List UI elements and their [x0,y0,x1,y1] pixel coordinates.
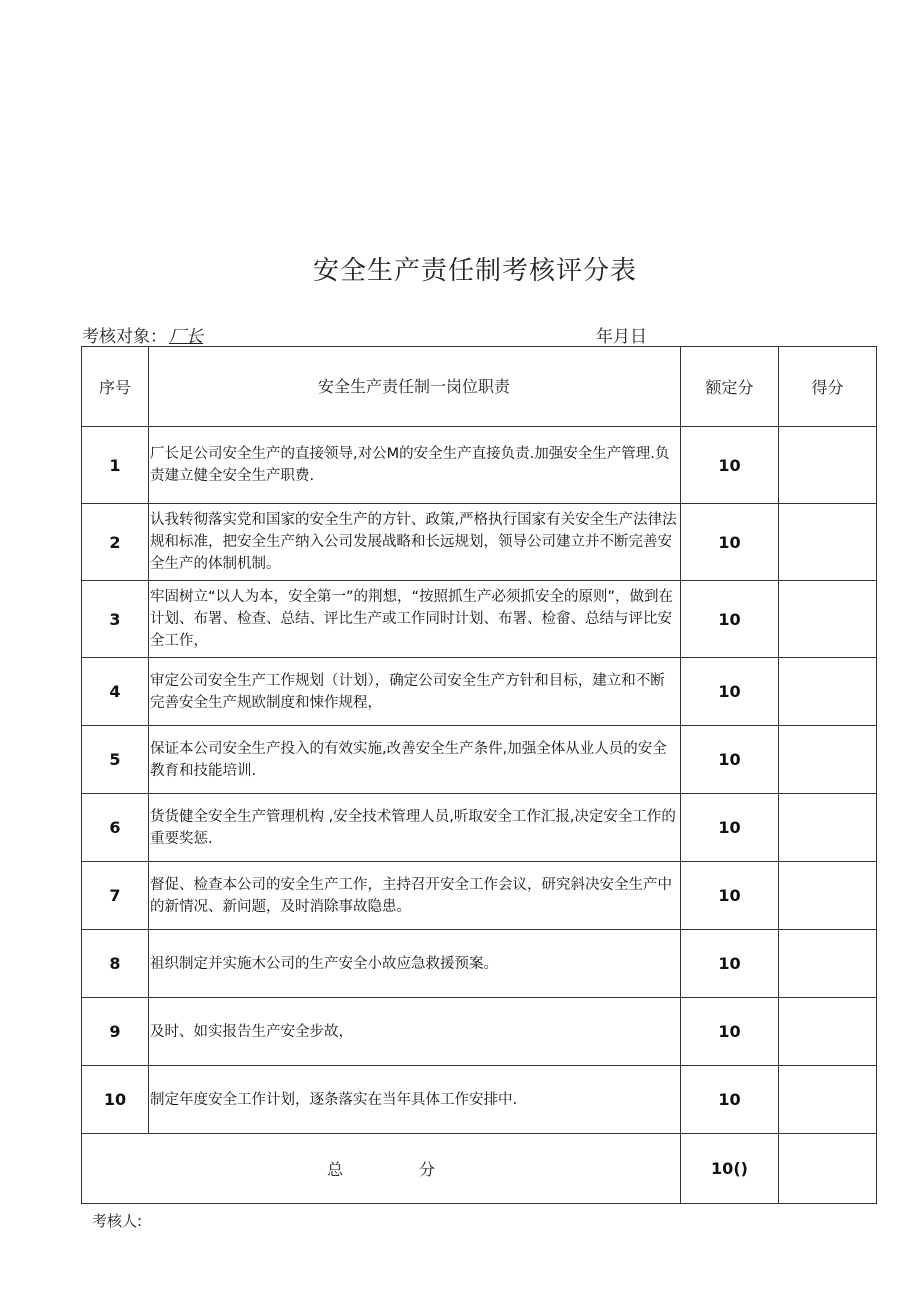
row-duty: 牢固树立“以人为本，安全第一”的荆想，“按照抓生产必须抓安全的原则”，做到在计划、布署、检查、总结、评比生产或工作同时计划、布署、检畲、总结与评比安全工作， [149,581,681,658]
table-row [82,504,877,581]
row-duty: 督促、检查本公司的安全生产工作，主持召开安全工作会议，研究斜决安全生产中的新情况、新问题，及时消除事故隐患。 [149,862,681,930]
review-subject-value: 厂长 [169,327,203,347]
row-no: 6 [82,794,149,862]
table-row [82,930,877,998]
row-duty: 厂长足公司安全生产的直接领导,对公M的安全生产直接负责.加强安全生产管理.负责建立健全安全生产职费. [149,427,681,504]
row-duty: 审定公司安全生产工作规划（计划），确定公司安全生产方针和目标，建立和不断完善安全生产规欧制度和悚作规程， [149,658,681,726]
row-no: 5 [82,726,149,794]
row-points: 10 [681,930,779,998]
row-no: 10 [82,1066,149,1134]
table-row [82,581,877,658]
row-duty: 制定年度安全工作计划，逐条落实在当年具体工作安排中. [149,1066,681,1134]
header-no: 序号 [82,347,149,427]
row-no: 2 [82,504,149,581]
row-points: 10 [681,862,779,930]
score-table [81,346,877,1204]
header-score: 得分 [779,347,877,427]
review-subject [82,322,203,347]
row-score-cell[interactable] [779,998,877,1066]
row-no: 8 [82,930,149,998]
header-points: 额定分 [681,347,779,427]
total-row [82,1134,877,1204]
row-no: 9 [82,998,149,1066]
row-duty: 货货健全安全生产管理机构 ,安全技术管理人员,听取安全工作汇报,决定安全工作的重要奖惩. [149,794,681,862]
row-score-cell[interactable] [779,862,877,930]
row-score-cell[interactable] [779,1066,877,1134]
row-points: 10 [681,504,779,581]
date-label: 年月日 [596,327,647,347]
table-row [82,998,877,1066]
row-points: 10 [681,794,779,862]
total-label [82,1134,681,1204]
row-score-cell[interactable] [779,504,877,581]
row-points: 10 [681,427,779,504]
row-points: 10 [681,581,779,658]
row-no: 4 [82,658,149,726]
total-label-b: 分 [419,1160,436,1179]
table-header-row [82,347,877,427]
table-row [82,794,877,862]
row-points: 10 [681,658,779,726]
row-points: 10 [681,998,779,1066]
total-points: 10() [681,1134,779,1204]
row-score-cell[interactable] [779,658,877,726]
row-points: 10 [681,726,779,794]
row-score-cell[interactable] [779,930,877,998]
page-title: 安全生产责任制考核评分表 [312,256,637,286]
table-row [82,427,877,504]
row-no: 3 [82,581,149,658]
row-points: 10 [681,1066,779,1134]
table-row [82,862,877,930]
table-row [82,726,877,794]
row-no: 7 [82,862,149,930]
row-duty: 保证本公司安全生产投入的有效实施,改善安全生产条件,加强全体从业人员的安全教育和技能培训. [149,726,681,794]
table-row [82,1066,877,1134]
row-duty: 祖织制定并实施木公司的生产安全小故应急救援预案。 [149,930,681,998]
row-duty: 认我转彻落实党和国家的安全生产的方针、政策,严格执行国家有关安全生产法律法规和标准，把安全生产纳入公司发展战略和长远规划，领导公司建立并不断完善安全生产的体制机制。 [149,504,681,581]
row-duty: 及时、如实报告生产安全步故， [149,998,681,1066]
review-subject-label: 考核对象： [82,327,167,347]
row-score-cell[interactable] [779,726,877,794]
row-score-cell[interactable] [779,794,877,862]
reviewer-label: 考核人: [92,1212,143,1230]
total-score-cell[interactable] [779,1134,877,1204]
header-duty: 安全生产责任制一岗位职责 [149,347,681,427]
table-row [82,658,877,726]
row-score-cell[interactable] [779,427,877,504]
row-no: 1 [82,427,149,504]
total-label-a: 总 [326,1160,343,1179]
row-score-cell[interactable] [779,581,877,658]
